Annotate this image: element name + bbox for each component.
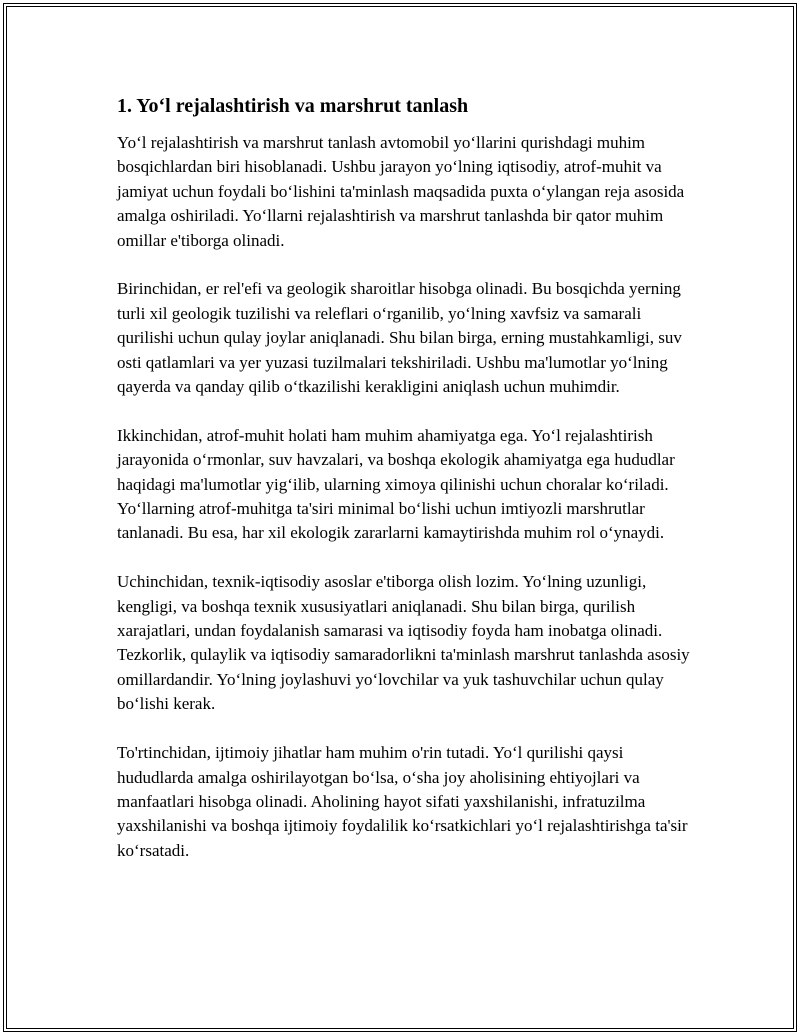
section-heading: 1. Yo‘l rejalashtirish va marshrut tanlash (117, 95, 469, 117)
paragraph-second-factor: Ikkinchidan, atrof-muhit holati ham muhim ahamiyatga ega. Yo‘l rejalashtirish jarayonida o‘rmonlar, suv havzalari, va boshqa ekologik ahamiyatga ega hududlar haqidagi ma'lumotlar yig‘ilib, ularning ximoya qilinishi uchun choralar ko‘riladi. Yo‘llarning atrof-muhitga ta'siri minimal bo‘lishi uchun imtiyozli marshrutlar tanlanadi. Bu esa, har xil ekologik zararlarni kamaytirishda muhim rol o‘ynaydi. (117, 425, 675, 543)
paragraph-first-factor: Birinchidan, er rel'efi va geologik sharoitlar hisobga olinadi. Bu bosqichda yerning turli xil geologik tuzilishi va releflari o‘rganilib, yo‘lning xavfsiz va samarali qurilishi uchun qulay joylar aniqlanadi. Shu bilan birga, erning mustahkamligi, suv osti qatlamlari va yer yuzasi tuzilmalari tekshiriladi. Ushbu ma'lumotlar yo‘lning qayerda va qanday qilib o‘tkazilishi kerakligini aniqlash uchun muhimdir. (117, 279, 682, 397)
paragraph-intro: Yo‘l rejalashtirish va marshrut tanlash avtomobil yo‘llarini qurishdagi muhim bosqichlardan biri hisoblanadi. Ushbu jarayon yo‘lning iqtisodiy, atrof-muhit va jamiyat uchun foydali bo‘lishini ta'minlash maqsadida puxta o‘ylangan reja asosida amalga oshiriladi. Yo‘llarni rejalashtirish va marshrut tanlashda bir qator muhim omillar e'tiborga olinadi. (117, 133, 685, 250)
paragraph-third-factor: Uchinchidan, texnik-iqtisodiy asoslar e'tiborga olish lozim. Yo‘lning uzunligi, kengligi, va boshqa texnik xususiyatlari aniqlanadi. Shu bilan birga, qurilish xarajatlari, undan foydalanish samarasi va iqtisodiy foyda ham inobatga olinadi. Tezkorlik, qulaylik va iqtisodiy samaradorlikni ta'minlash marshrut tanlashda asosiy omillardandir. Yo‘lning joylashuvi yo‘lovchilar va yuk tashuvchilar uchun qulay bo‘lishi kerak. (117, 572, 690, 714)
document-body (117, 93, 697, 888)
paragraph-fourth-factor: To'rtinchidan, ijtimoiy jihatlar ham muhim o'rin tutadi. Yo‘l qurilishi qaysi hududlarda amalga oshirilayotgan bo‘lsa, o‘sha joy aholisining ehtiyojlari va manfaatlari hisobga olinadi. Aholining hayot sifati yaxshilanishi, infratuzilma yaxshilanishi va boshqa ijtimoiy foydalilik ko‘rsatkichlari yo‘l rejalashtirishga ta'sir ko‘rsatadi. (117, 743, 688, 860)
